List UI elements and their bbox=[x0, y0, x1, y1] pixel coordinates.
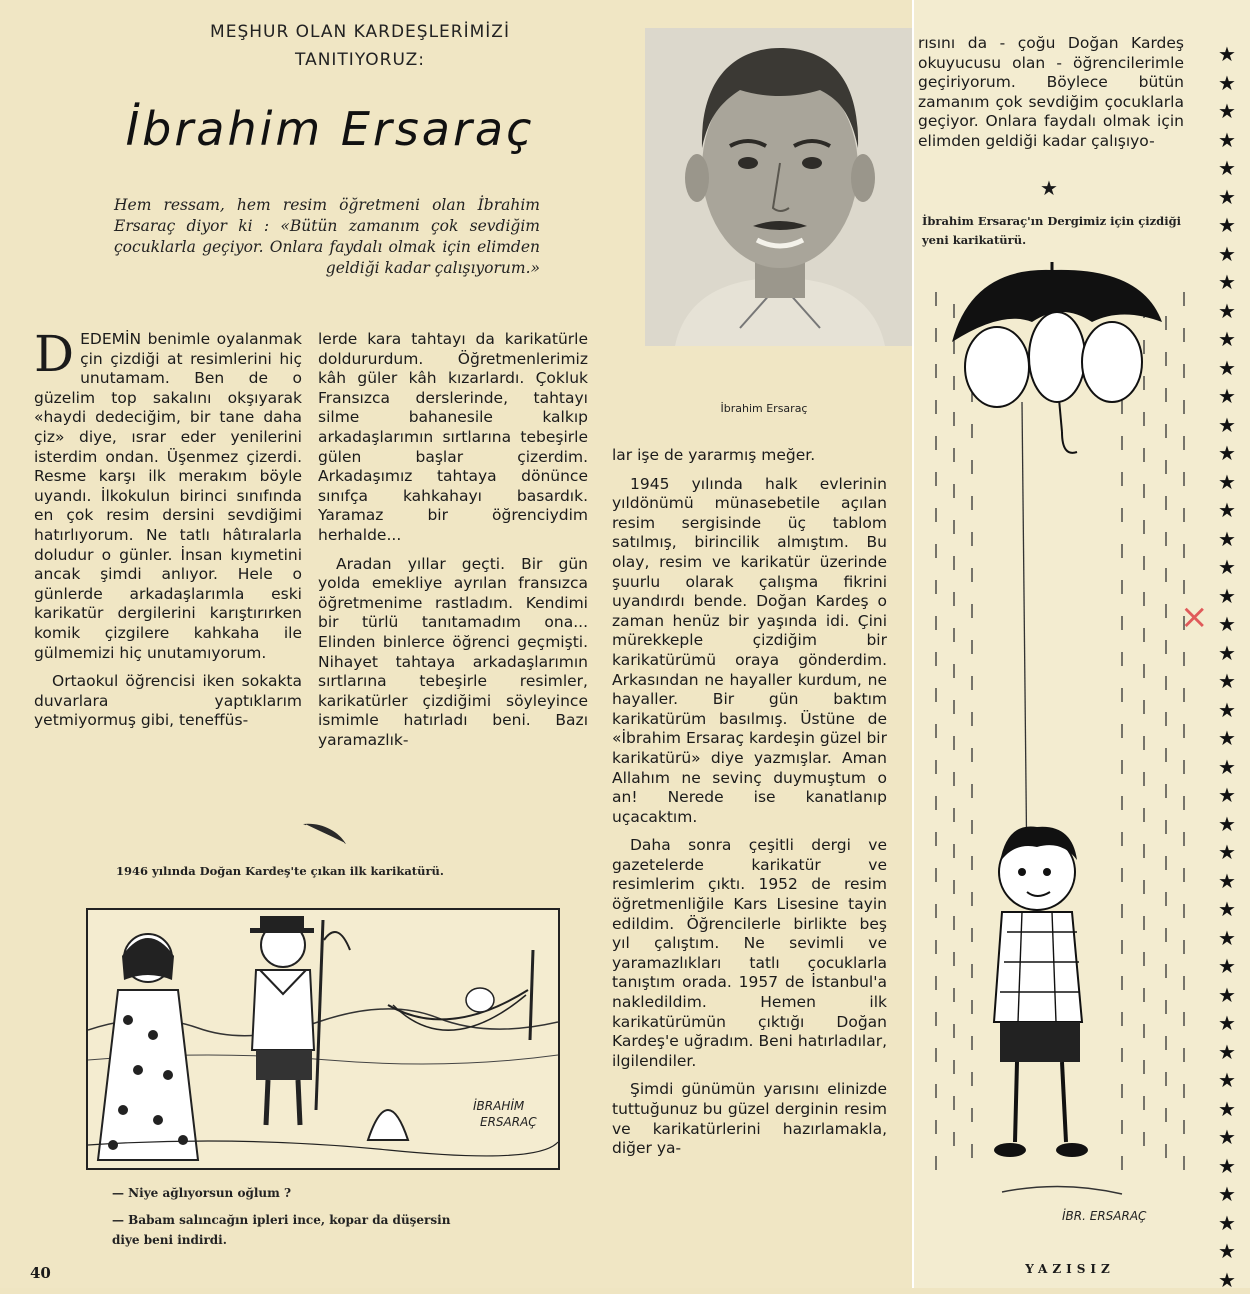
border-star-icon: ★ bbox=[1212, 639, 1242, 668]
border-star-icon: ★ bbox=[1212, 696, 1242, 725]
second-cartoon-drawing bbox=[922, 262, 1192, 1252]
border-star-icon: ★ bbox=[1212, 952, 1242, 981]
border-star-icon: ★ bbox=[1212, 154, 1242, 183]
section-header-line1: MEŞHUR OLAN KARDEŞLERİMİZİ bbox=[150, 22, 570, 42]
border-star-icon: ★ bbox=[1212, 753, 1242, 782]
border-star-icon: ★ bbox=[1212, 382, 1242, 411]
text-column-3 bbox=[612, 446, 887, 1159]
border-star-icon: ★ bbox=[1212, 183, 1242, 212]
border-star-icon: ★ bbox=[1212, 268, 1242, 297]
cartoon2-caption: İbrahim Ersaraç'ın Dergimiz için çizdiği yeni karikatürü. bbox=[922, 212, 1184, 250]
border-star-icon: ★ bbox=[1212, 325, 1242, 354]
separator-star-icon: ★ bbox=[1040, 176, 1058, 200]
border-star-icon: ★ bbox=[1212, 411, 1242, 440]
cartoon1-signature-line1: İBRAHİM bbox=[473, 1098, 525, 1113]
article-title: İbrahim Ersaraç bbox=[110, 102, 550, 156]
border-star-icon: ★ bbox=[1212, 867, 1242, 896]
cartoon1-signature-line2: ERSARAÇ bbox=[480, 1115, 537, 1129]
border-star-icon: ★ bbox=[1212, 1095, 1242, 1124]
border-star-icon: ★ bbox=[1212, 810, 1242, 839]
cartoon1-caption: 1946 yılında Doğan Kardeş'te çıkan ilk karikatürü. bbox=[116, 864, 536, 878]
border-star-icon: ★ bbox=[1212, 1009, 1242, 1038]
cartoon2-signature: İBR. ERSARAÇ bbox=[1062, 1208, 1147, 1223]
second-cartoon bbox=[922, 262, 1192, 1252]
text-column-1 bbox=[34, 330, 302, 731]
column-paragraph: 1945 yılında halk evlerinin yıldönümü münasebetile açılan resim sergisinde üç tablom satılmış, birincilik almıştım. Bu olay, resim ve karikatür üzerinde şuurlu olarak çalışma fikrini uyandırdı bende. Doğan Kardeş o zaman henüz bir yaşında idi. Çini mürekkeple çizdiğim bir karikatürümü oraya gönderdim. Arkasından ne hayaller kurdum, ne hayaller. Bir gün baktım karikatürüm basılmış. Üstüne de «İbrahim Ersaraç kardeşin güzel bir karikatürü» diye yazmışlar. Aman Allahım ne sevinç duymuştum o an! Nerede ise kanatlanıp uçacaktım. bbox=[612, 475, 887, 828]
border-star-icon: ★ bbox=[1212, 126, 1242, 155]
border-star-icon: ★ bbox=[1212, 1123, 1242, 1152]
paragraph-text: EDEMİN benimle oyalanmak çin çizdiği at resimlerini hiç unutamam. Ben de o güzelim top sakalını okşıyarak «haydi dedeciğim, bir tane daha çiz» diye, ısrar eder yenilerini isterdim ondan. Üşenmez çizerdi. Resme karşı ilk merakım böyle uyandı. İlkokulun birinci sınıfında en çok resim dersini sevdiğimi hatırlıyorum. Ne tatlı hâtıralarla doludur o günler. İnsan kıymetini ancak şimdi anlıyor. Hele o günlerde arkadaşlarımla eski karikatür dergilerini karıştırırken komik çizgilere kahkaha ile gülmemizi hiç unutamıyorum. bbox=[34, 330, 302, 662]
border-star-icon: ★ bbox=[1212, 553, 1242, 582]
border-star-icon: ★ bbox=[1212, 1066, 1242, 1095]
column-paragraph: lerde kara tahtayı da karikatürle doldururdum. Öğretmenlerimiz kâh güler kâh kızarlardı. Çokluk Fransızca derslerinde, tahtayı silme bahanesile kalkıp arkadaşlarımın sırtlarına tebeşirle gülen başlar çizerdim. Arkadaşımız tahtaya dönünce sınıfça kahkahayı basardık. Yaramaz bir öğrenciydim herhalde... bbox=[318, 330, 588, 546]
border-star-icon: ★ bbox=[1212, 1038, 1242, 1067]
photo-caption: İbrahim Ersaraç bbox=[684, 402, 844, 415]
red-x-mark: × bbox=[1180, 600, 1209, 634]
border-star-icon: ★ bbox=[1212, 981, 1242, 1010]
border-star-icon: ★ bbox=[1212, 667, 1242, 696]
portrait-photo bbox=[645, 28, 915, 346]
border-star-icon: ★ bbox=[1212, 895, 1242, 924]
border-star-icon: ★ bbox=[1212, 781, 1242, 810]
article-lead: Hem ressam, hem resim öğretmeni olan İbrahim Ersaraç diyor ki : «Bütün zamanım çok sevdiğim çocuklarla geçiyor. Onlara faydalı olmak için elimden geldiği kadar çalışıyorum.» bbox=[114, 195, 540, 279]
border-star-icon: ★ bbox=[1212, 468, 1242, 497]
text-column-2 bbox=[318, 330, 588, 750]
border-star-icon: ★ bbox=[1212, 69, 1242, 98]
border-star-icon: ★ bbox=[1212, 496, 1242, 525]
column-paragraph: Ortaokul öğrencisi iken sokakta duvarlara yaptıklarım yetmiyormuş gibi, teneffüs- bbox=[34, 672, 302, 731]
cartoon1-dialog-1: — Niye ağlıyorsun oğlum ? bbox=[112, 1186, 532, 1200]
column-paragraph: Şimdi günümün yarısını elinizde tuttuğunuz bu güzel derginin resim ve karikatürlerini hazırlamakla, diğer ya- bbox=[612, 1080, 887, 1158]
footer-right-label: YAZISIZ bbox=[980, 1262, 1160, 1276]
border-star-icon: ★ bbox=[1212, 838, 1242, 867]
border-star-icon: ★ bbox=[1212, 1266, 1242, 1294]
border-star-icon: ★ bbox=[1212, 1152, 1242, 1181]
border-star-icon: ★ bbox=[1212, 525, 1242, 554]
portrait-illustration bbox=[645, 28, 915, 346]
border-star-icon: ★ bbox=[1212, 924, 1242, 953]
border-star-icon: ★ bbox=[1212, 1209, 1242, 1238]
border-star-icon: ★ bbox=[1212, 97, 1242, 126]
border-star-icon: ★ bbox=[1212, 610, 1242, 639]
first-cartoon-drawing bbox=[88, 910, 558, 1168]
column-paragraph: rısını da - çoğu Doğan Kardeş okuyucusu olan - öğrencilerimle geçiriyorum. Böylece bütün zamanım çok sevdiğim çocuklarla geçiyor. Onlara faydalı olmak için elimden geldiği kadar çalışıyo- bbox=[918, 34, 1184, 152]
border-star-icon: ★ bbox=[1212, 240, 1242, 269]
border-star-icon: ★ bbox=[1212, 40, 1242, 69]
border-star-icon: ★ bbox=[1212, 211, 1242, 240]
border-star-icon: ★ bbox=[1212, 354, 1242, 383]
section-header-line2: TANITIYORUZ: bbox=[150, 50, 570, 70]
column-paragraph: lar işe de yararmış meğer. bbox=[612, 446, 887, 466]
star-border bbox=[1212, 40, 1242, 1294]
border-star-icon: ★ bbox=[1212, 724, 1242, 753]
first-cartoon bbox=[86, 908, 560, 1170]
column-paragraph: Daha sonra çeşitli dergi ve gazetelerde karikatür ve resimlerim çıktı. 1952 de resim öğretmenliğile Kars Lisesine tayin edildim. Öğrencilerle birlikte beş yıl çalıştım. Ne sevimli ve yaramazlıkları tatlı çocuklarla tanıştım orada. 1957 de İstanbul'a nakledildim. Hemen ilk karikatürümün çıktığı Doğan Kardeş'e uğradım. Beni hatırladılar, ilgilendiler. bbox=[612, 836, 887, 1071]
border-star-icon: ★ bbox=[1212, 297, 1242, 326]
text-column-4 bbox=[918, 34, 1184, 152]
border-star-icon: ★ bbox=[1212, 1237, 1242, 1266]
column-paragraph bbox=[34, 330, 302, 663]
page-number: 40 bbox=[30, 1264, 51, 1282]
quill-ornament-icon bbox=[300, 818, 350, 848]
border-star-icon: ★ bbox=[1212, 1180, 1242, 1209]
border-star-icon: ★ bbox=[1212, 439, 1242, 468]
column-paragraph: Aradan yıllar geçti. Bir gün yolda emekliye ayrılan fransızca öğretmenime rastladım. Kendimi bir türlü tanıtamadım ona... Elinden binlerce öğrenci geçmişti. Nihayet tahtaya arkadaşlarımın sırtlarına tebeşirle resimler, karikatürler çizdiğimi söyleyince ismimle hatırladı beni. Bazı yaramazlık- bbox=[318, 555, 588, 751]
border-star-icon: ★ bbox=[1212, 582, 1242, 611]
cartoon1-dialog-2: — Babam salıncağın ipleri ince, kopar da düşersin diye beni indirdi. bbox=[112, 1210, 462, 1250]
drop-cap: D bbox=[34, 334, 74, 374]
